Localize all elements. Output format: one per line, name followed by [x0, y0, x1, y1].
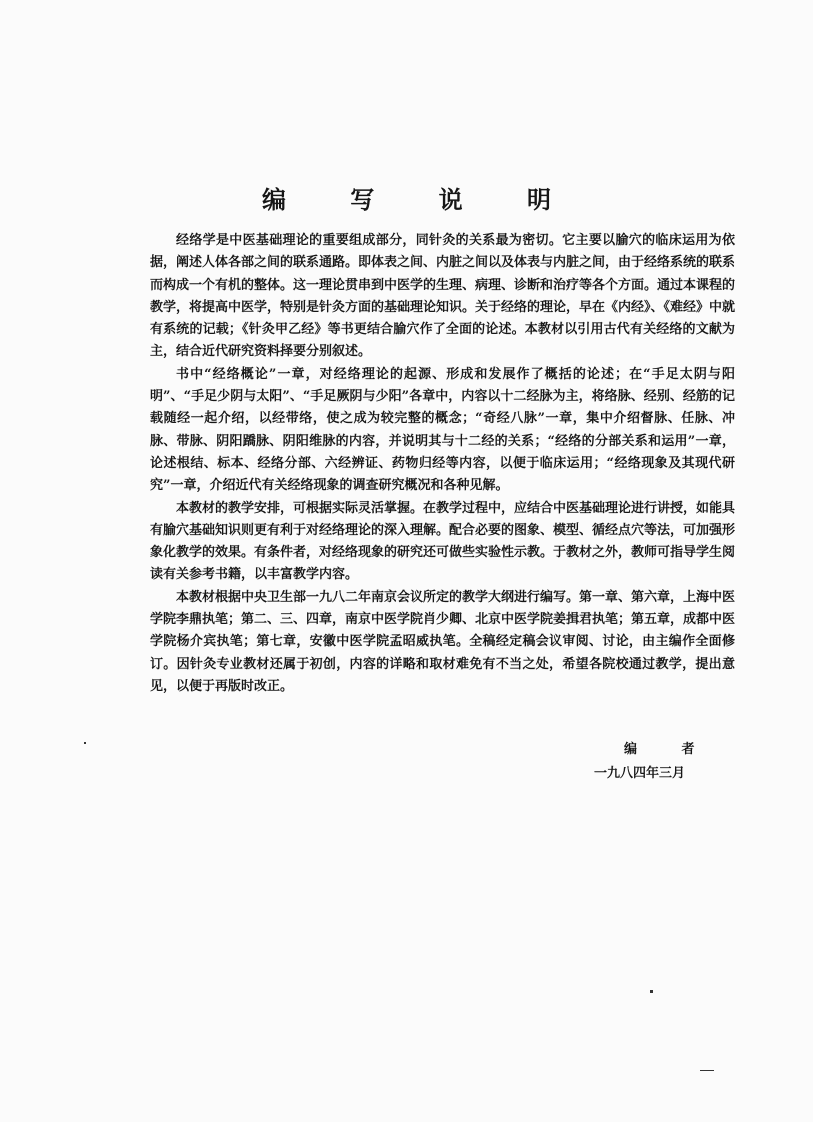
scan-speck [84, 742, 86, 744]
author-signature: 编 者 [624, 742, 715, 757]
scan-speck [650, 990, 653, 993]
paragraph: 本教材的教学安排，可根据实际灵活掌握。在教学过程中，应结合中医基础理论进行讲授，如能具有腧穴基础知识则更有利于对经络理论的深入理解。配合必要的图象、模型、循经点穴等法，可加强形象化教学的效果。有条件者，对经络现象的研究还可做些实验性示教。于教材之外，教师可指导学生阅读有关参考书籍，以丰富教学内容。 [150, 500, 736, 583]
page-title: 编 写 说 明 [261, 185, 580, 214]
body-text [150, 230, 735, 698]
paragraph: 本教材根据中央卫生部一九八二年南京会议所定的教学大纲进行编写。第一章、第六章，上海中医学院李鼎执笔；第二、三、四章，南京中医学院肖少卿、北京中医学院姜揖君执笔；第五章，成都中医学院杨介宾执笔；第七章，安徽中医学院孟昭威执笔。全稿经定稿会议审阅、讨论，由主编作全面修订。因针灸专业教材还属于初创，内容的详略和取材难免有不当之处，希望各院校通过教学，提出意见，以便于再版时改正。 [150, 589, 736, 694]
paragraph: 经络学是中医基础理论的重要组成部分，同针灸的关系最为密切。它主要以腧穴的临床运用为依据，阐述人体各部之间的联系通路。即体表之间、内脏之间以及体表与内脏之间，由于经络系统的联系而构成一个有机的整体。这一理论贯串到中医学的生理、病理、诊断和治疗等各个方面。通过本课程的教学，将提高中医学，特别是针灸方面的基础理论知识。关于经络的理论，早在《内经》、《难经》中就有系统的记载；《针灸甲乙经》等书更结合腧穴作了全面的论述。本教材以引用古代有关经络的文献为主，结合近代研究资料择要分别叙述。 [150, 233, 736, 360]
scan-speck [700, 1070, 714, 1071]
date-line: 一九八四年三月 [594, 766, 686, 781]
paragraph: 书中“经络概论”一章，对经络理论的起源、形成和发展作了概括的论述；在“手足太阴与阳明”、“手足少阴与太阳”、“手足厥阴与少阳”各章中，内容以十二经脉为主，将络脉、经别、经筋的记载随经一起介绍，以经带络，使之成为较完整的概念；“奇经八脉”一章，集中介绍督脉、任脉、冲脉、带脉、阴阳蹻脉、阴阳维脉的内容，并说明其与十二经的关系；“经络的分部关系和运用”一章，论述根结、标本、经络分部、六经辨证、药物归经等内容，以便于临床运用；“经络现象及其现代研究”一章，介绍近代有关经络现象的调查研究概况和各种见解。 [150, 366, 735, 494]
